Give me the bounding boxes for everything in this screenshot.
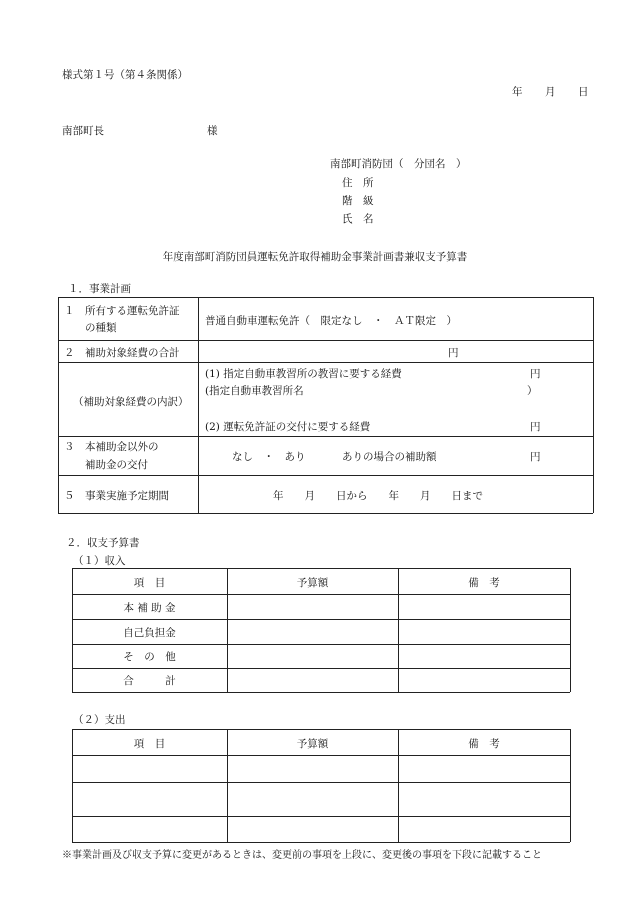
row3-item2-unit: 円 [530, 421, 541, 433]
applicant-rank-label: 階 級 [342, 195, 374, 207]
document-title: 年度南部町消防団員運転免許取得補助金事業計画書兼収支予算書 [162, 251, 468, 263]
income-row-subsidy: 本 補 助 金 [123, 602, 176, 614]
row2-label: ２ 補助対象経費の合計 [64, 347, 180, 359]
income-heading: （１）収入 [73, 555, 126, 567]
expense-col-item: 項 目 [133, 738, 166, 750]
expense-heading: （２）支出 [73, 714, 126, 726]
applicant-org: 南部町消防団（ 分団名 ） [330, 158, 467, 170]
expense-col-budget: 予算額 [296, 738, 329, 750]
addressee-name: 南部町長 [62, 125, 104, 137]
date-month: 月 [545, 86, 556, 98]
date-year: 年 [512, 86, 523, 98]
row1-label-line2: の種類 [85, 322, 117, 334]
section2-heading: ２．収支予算書 [66, 537, 140, 549]
row4-label-line1: ３ 本補助金以外の [64, 441, 159, 453]
row5-period: 年 月 日から 年 月 日まで [273, 490, 483, 502]
row4-unit: 円 [530, 451, 541, 463]
row5-label: ５ 事業実施予定期間 [64, 490, 169, 502]
applicant-name-label: 氏 名 [342, 213, 374, 225]
income-col-remarks: 備 考 [468, 577, 500, 589]
row2-unit: 円 [448, 347, 459, 359]
row3-item1-sub-close: ） [527, 385, 538, 397]
footnote: ※事業計画及び収支予算に変更があるときは、変更前の事項を上段に、変更後の事項を下段に記載すること [62, 850, 542, 861]
row1-label-line1: １ 所有する運転免許証 [64, 305, 180, 317]
addressee-honorific: 様 [207, 125, 218, 137]
income-col-item: 項 目 [133, 577, 166, 589]
row4-options: なし ・ あり [232, 451, 306, 463]
row3-item1-sub: (指定自動車教習所名 [205, 385, 304, 397]
date-day: 日 [578, 86, 589, 98]
row3-item2: (2) 運転免許証の交付に要する経費 [205, 421, 371, 433]
license-type-value: 普通自動車運転免許（ 限定なし ・ ＡＴ限定 ） [205, 315, 457, 327]
row4-detail: ありの場合の補助額 [342, 451, 437, 463]
income-row-total: 合 計 [123, 675, 176, 687]
row3-label: （補助対象経費の内訳） [73, 396, 189, 408]
income-col-budget: 予算額 [296, 577, 329, 589]
section1-heading: １．事業計画 [68, 283, 131, 295]
income-row-self: 自己負担金 [123, 627, 176, 639]
form-number: 様式第１号（第４条関係） [62, 69, 188, 81]
row4-label-line2: 補助金の交付 [85, 459, 148, 471]
expense-col-remarks: 備 考 [468, 738, 500, 750]
row3-item1-unit: 円 [530, 368, 541, 380]
income-row-other: そ の 他 [123, 651, 176, 663]
applicant-address-label: 住 所 [342, 177, 374, 189]
row3-item1: (1) 指定自動車教習所の教習に要する経費 [205, 368, 402, 380]
